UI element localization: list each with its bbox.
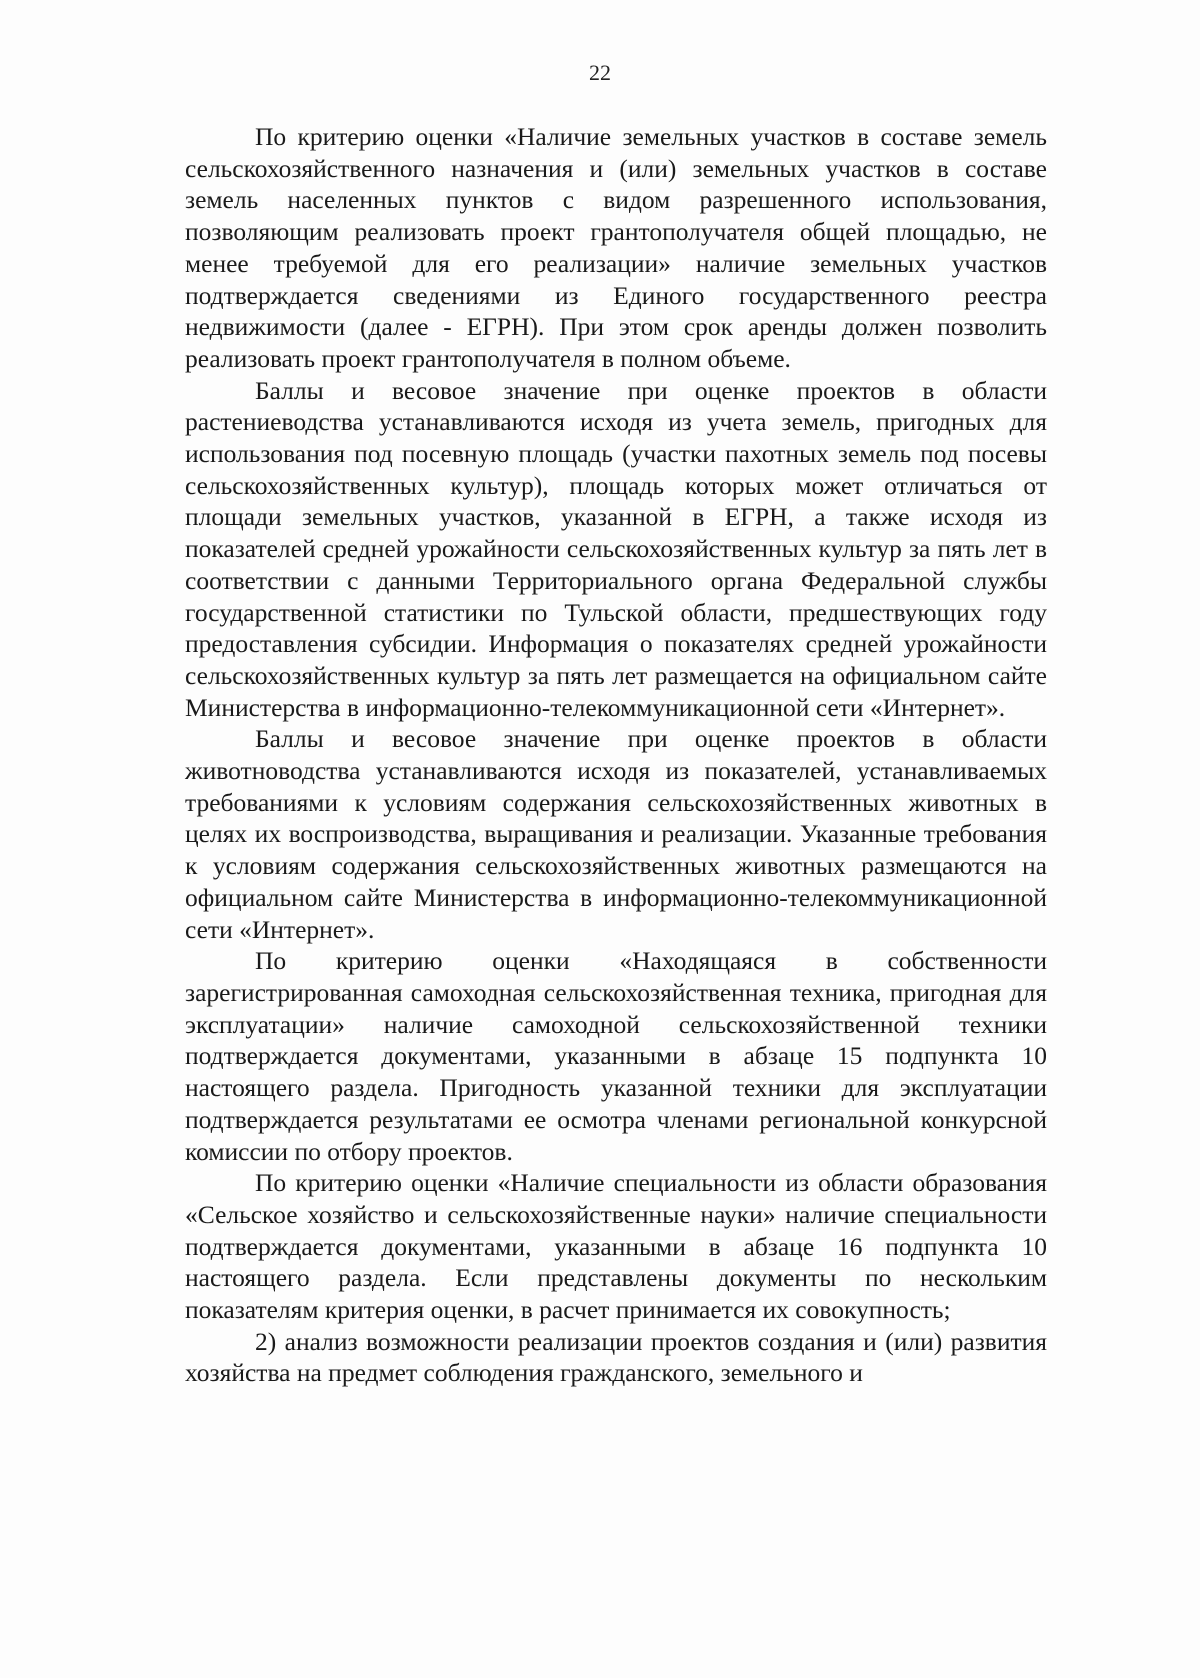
paragraph: Баллы и весовое значение при оценке проектов в области растениеводства устанавливаются исходя из учета земель, пригодных для использования под посевную площадь (участки пахотных земель под посевы сельскохозяйственных культур), площадь которых может отличаться от площади земельных участков, указанной в ЕГРН, а также исходя из показателей средней урожайности сельскохозяйственных культур за пять лет в соответствии с данными Территориального органа Федеральной службы государственной статистики по Тульской области, предшествующих году предоставления субсидии. Информация о показателях средней урожайности сельскохозяйственных культур за пять лет размещается на официальном сайте Министерства в информационно-телекоммуникационной сети «Интернет». <box>185 375 1047 722</box>
paragraph: По критерию оценки «Находящаяся в собственности зарегистрированная самоходная сельскохозяйственная техника, пригодная для эксплуатации» наличие самоходной сельскохозяйственной техники подтверждается документами, указанными в абзаце 15 подпункта 10 настоящего раздела. Пригодность указанной техники для эксплуатации подтверждается результатами ее осмотра членами региональной конкурсной комиссии по отбору проектов. <box>185 946 1047 1166</box>
paragraph: Баллы и весовое значение при оценке проектов в области животноводства устанавливаются исходя из показателей, устанавливаемых требованиями к условиям содержания сельскохозяйственных животных в целях их воспроизводства, выращивания и реализации. Указанные требования к условиям содержания сельскохозяйственных животных размещаются на официальном сайте Министерства в информационно-телекоммуникационной сети «Интернет». <box>185 724 1047 944</box>
paragraph: 2) анализ возможности реализации проектов создания и (или) развития хозяйства на предмет соблюдения гражданского, земельного и <box>185 1326 1047 1388</box>
paragraph: По критерию оценки «Наличие земельных участков в составе земель сельскохозяйственного назначения и (или) земельных участков в составе земель населенных пунктов с видом разрешенного использования, позволяющим реализовать проект грантополучателя общей площадью, не менее требуемой для его реализации» наличие земельных участков подтверждается сведениями из Единого государственного реестра недвижимости (далее - ЕГРН). При этом срок аренды должен позволить реализовать проект грантополучателя в полном объеме. <box>185 122 1047 373</box>
paragraph: По критерию оценки «Наличие специальности из области образования «Сельское хозяйство и сельскохозяйственные науки» наличие специальности подтверждается документами, указанными в абзаце 16 подпункта 10 настоящего раздела. Если представлены документы по нескольким показателям критерия оценки, в расчет принимается их совокупность; <box>185 1168 1047 1325</box>
page-number: 22 <box>589 60 611 85</box>
document-body <box>185 121 1047 1389</box>
